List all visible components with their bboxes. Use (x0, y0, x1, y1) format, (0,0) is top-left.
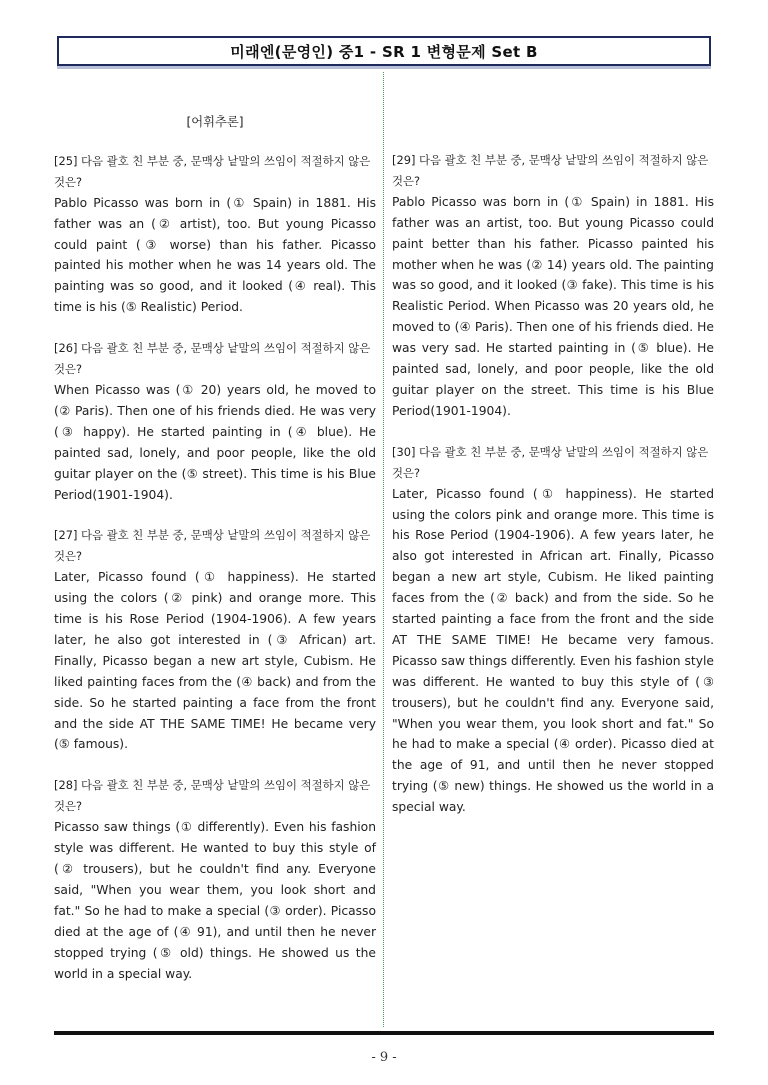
question-passage: Later, Picasso found (① happiness). He started using the colors (② pink) and orange more. This time is his Rose Period (1904-1906). A few years later, he also got interested in (③ African) art. Finally, Picasso began a new art style, Cubism. He liked painting faces from the (④ back) and from the side. So he started painting a face from the front and the side AT THE SAME TIME! He became very (⑤ famous). (54, 570, 376, 752)
question-passage: Later, Picasso found (① happiness). He started using the colors pink and orange more. This time is his Rose Period (1904-1906). A few years later, he also got interested in African art. Finally, Picasso began a new art style, Cubism. He liked painting faces from the (② back) and from the side. So he started painting a face from the front and the side AT THE SAME TIME! He became very famous. Picasso saw things differently. Even his fashion style was different. He wanted to buy this style of (③ trousers), but he couldn't find any. Everyone said, "When you wear them, you look short and fat." So he had to make a special (④ order). Picasso died at the age of 91, and until then he never stopped trying (⑤ new) things. He showed us the world in a special way. (392, 486, 714, 815)
question-30 (392, 442, 714, 818)
question-27 (54, 525, 376, 755)
question-passage: Picasso saw things (① differently). Even his fashion style was different. He wanted to buy this style of (② trousers), but he couldn't find any. Everyone said, "When you wear them, you look short and fat." So he had to make a special (③ order). Picasso died at the age of (④ 91), and until then he never stopped trying (⑤ old) things. He showed us the world in a special way. (54, 820, 376, 981)
question-passage: Pablo Picasso was born in (① Spain) in 1881. His father was an (② artist), too. But young Picasso could paint (③ worse) than his father. Picasso painted his mother when he was 14 years old. The painting was so good, and it looked (④ real). This time is his (⑤ Realistic) Period. (54, 195, 376, 315)
question-passage: Pablo Picasso was born in (① Spain) in 1881. His father was an artist, too. But young Picasso could paint better than his father. Picasso painted his mother when he was (② 14) years old. The painting was so good, and it looked (③ fake). This time is his Realistic Period. When Picasso was 20 years old, he moved to (④ Paris). Then one of his friends died. He was very sad. He started painting in (⑤ blue). He painted sad, lonely, and poor people, like the old guitar player on the street. This time is his Blue Period(1901-1904). (392, 194, 714, 418)
question-prompt: [27] 다음 괄호 친 부분 중, 문맥상 낱말의 쓰임이 적절하지 않은 것은? (54, 528, 371, 564)
page-title: 미래엔(문영인) 중1 - SR 1 변형문제 Set B (57, 36, 711, 66)
question-prompt: [28] 다음 괄호 친 부분 중, 문맥상 낱말의 쓰임이 적절하지 않은 것은? (54, 778, 371, 814)
column-divider (383, 72, 384, 1027)
question-29 (392, 150, 714, 422)
question-25 (54, 151, 376, 318)
question-passage: When Picasso was (① 20) years old, he moved to (② Paris). Then one of his friends died. He was very (③ happy). He started painting in (④ blue). He painted sad, lonely, and poor people, like the old guitar player on the (⑤ street). This time is his Blue Period(1901-1904). (54, 382, 376, 502)
question-28 (54, 775, 376, 984)
question-prompt: [30] 다음 괄호 친 부분 중, 문맥상 낱말의 쓰임이 적절하지 않은 것은? (392, 444, 709, 480)
right-column (392, 112, 714, 838)
left-column (54, 112, 376, 1004)
question-prompt: [29] 다음 괄호 친 부분 중, 문맥상 낱말의 쓰임이 적절하지 않은 것은? (392, 153, 709, 188)
section-label: [어휘추론] (186, 115, 244, 129)
page-number: - 9 - (371, 1050, 397, 1065)
question-prompt: [25] 다음 괄호 친 부분 중, 문맥상 낱말의 쓰임이 적절하지 않은 것은? (54, 153, 371, 189)
question-prompt: [26] 다음 괄호 친 부분 중, 문맥상 낱말의 쓰임이 적절하지 않은 것은? (54, 341, 371, 377)
footer-rule (54, 1031, 714, 1035)
question-26 (54, 338, 376, 505)
